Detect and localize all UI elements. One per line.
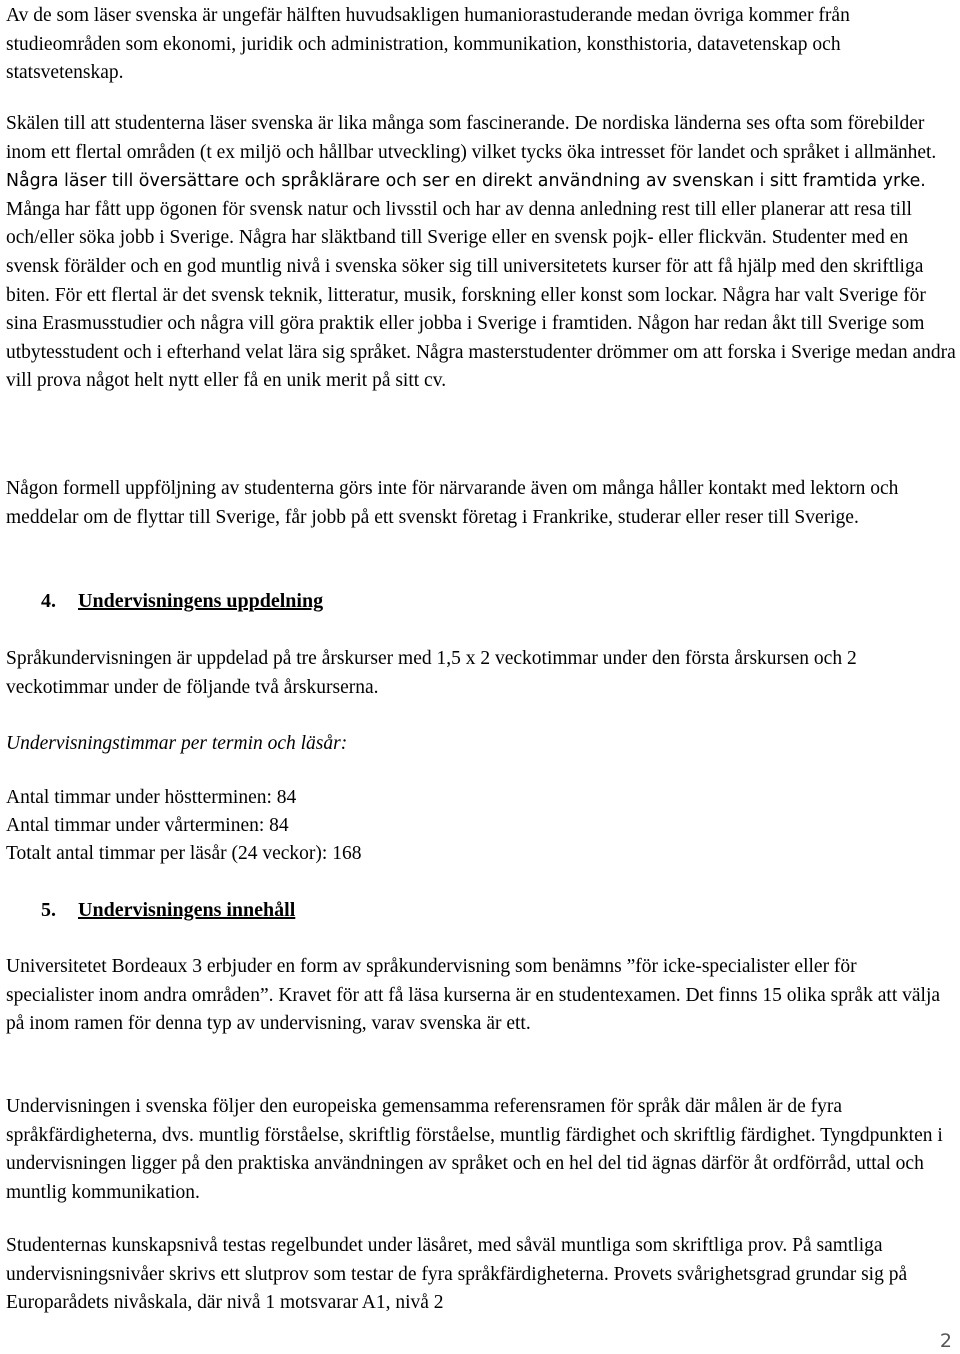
testing-text: Studenternas kunskapsnivå testas regelbundet under läsåret, med såväl muntliga som skriftliga prov. På samtliga undervisningsnivåer skrivs ett slutprov som testar de fyra språkfärdigheterna. Provets svårighetsgrad grundar sig på Europarådets nivåskala, där nivå 1 motsvarar A1, nivå 2: [6, 1235, 908, 1314]
paragraph-study-areas: [6, 2, 936, 88]
hours-autumn: Antal timmar under höstterminen: 84: [6, 787, 297, 808]
course-split-text: Språkundervisningen är uppdelad på tre årskurser med 1,5 x 2 veckotimmar under den första årskursen och 2 veckotimmar under de följande två årskurserna.: [6, 648, 857, 698]
page-number: 2: [939, 1330, 952, 1352]
paragraph-follow-up: [6, 475, 956, 532]
cefr-text: Undervisningen i svenska följer den europeiska gemensamma referensramen för språk där målen är de fyra språkfärdigheterna, dvs. muntlig förståelse, skriftlig förståelse, muntlig färdighet och skriftlig färdighet. Tyngdpunkten i undervisningen ligger på den praktiska användningen av språket och en hel del tid ägnas därför åt ordförråd, uttal och muntlig kommunikation.: [6, 1096, 943, 1203]
hours-spring: Antal timmar under vårterminen: 84: [6, 815, 289, 836]
paragraph-cefr: [6, 1093, 954, 1207]
section-5-heading: [41, 896, 295, 924]
reasons-nature-lifestyle: Många har fått upp ögonen för svensk natur och livsstil och har av denna anledning rest till eller planerar att resa till och/eller söka jobb i Sverige. Några har släktband till Sverige eller en svensk pojk- eller flickvän.: [6, 198, 912, 249]
section-4-heading: [41, 587, 323, 615]
section-5-number: 5.: [41, 899, 56, 921]
reasons-other: Studenter med en svensk förälder och en god muntlig nivå i svenska söker sig till universitetets kurser för att få hjälp med den skriftliga biten. För ett flertal är det svensk teknik, litteratur, musik, forskning eller konst som lockar. Några har valt Sverige för sina Erasmusstudier och några vill göra praktik eller jobba i Sverige i framtiden. Någon har redan åkt till Sverige som utbytesstudent och i efterhand velat lära sig språket. Några masterstudenter drömmer om att forska i Sverige medan andra vill prova något helt nytt eller få en unik merit på sitt cv.: [6, 227, 956, 392]
hours-heading: Undervisningstimmar per termin och läsår:: [6, 733, 348, 754]
paragraph-reasons: [6, 110, 958, 396]
section-4-title: Undervisningens uppdelning: [78, 590, 324, 612]
section-4-number: 4.: [41, 590, 56, 612]
paragraph-course-split: [6, 645, 936, 702]
follow-up-text: Någon formell uppföljning av studenterna görs inte för närvarande även om många håller kontakt med lektorn och meddelar om de flyttar till Sverige, får jobb på ett svenskt företag i Frankrike, studerar eller reser till Sverige.: [6, 478, 899, 528]
paragraph-testing: [6, 1232, 951, 1318]
reasons-translators: Några läser till översättare och språklärare och ser en direkt användning av svenskan i sitt framtida yrke.: [6, 171, 926, 192]
hours-total: Totalt antal timmar per läsår (24 veckor): 168: [6, 843, 362, 864]
study-areas-text: Av de som läser svenska är ungefär hälften huvudsakligen humaniorastuderande medan övriga kommer från studieområden som ekonomi, juridik och administration, kommunikation, konsthistoria, datavetenskap och statsvetenskap.: [6, 5, 850, 84]
section-5-title: Undervisningens innehåll: [78, 899, 296, 921]
bordeaux-text: Universitetet Bordeaux 3 erbjuder en form av språkundervisning som benämns ”för icke-specialister eller för specialister inom andra områden”. Kravet för att få läsa kurserna är en studentexamen. Det finns 15 olika språk att välja på inom ramen för denna typ av undervisning, varav svenska är ett.: [6, 956, 941, 1035]
reasons-nordic-models: De nordiska länderna ses ofta som förebilder inom ett flertal områden (t ex miljö och hållbar utveckling) vilket tycks öka intresset för landet och språket i allmänhet.: [6, 113, 937, 163]
paragraph-bordeaux: [6, 953, 941, 1039]
reasons-intro: Skälen till att studenterna läser svenska är lika många som fascinerande.: [6, 113, 570, 134]
